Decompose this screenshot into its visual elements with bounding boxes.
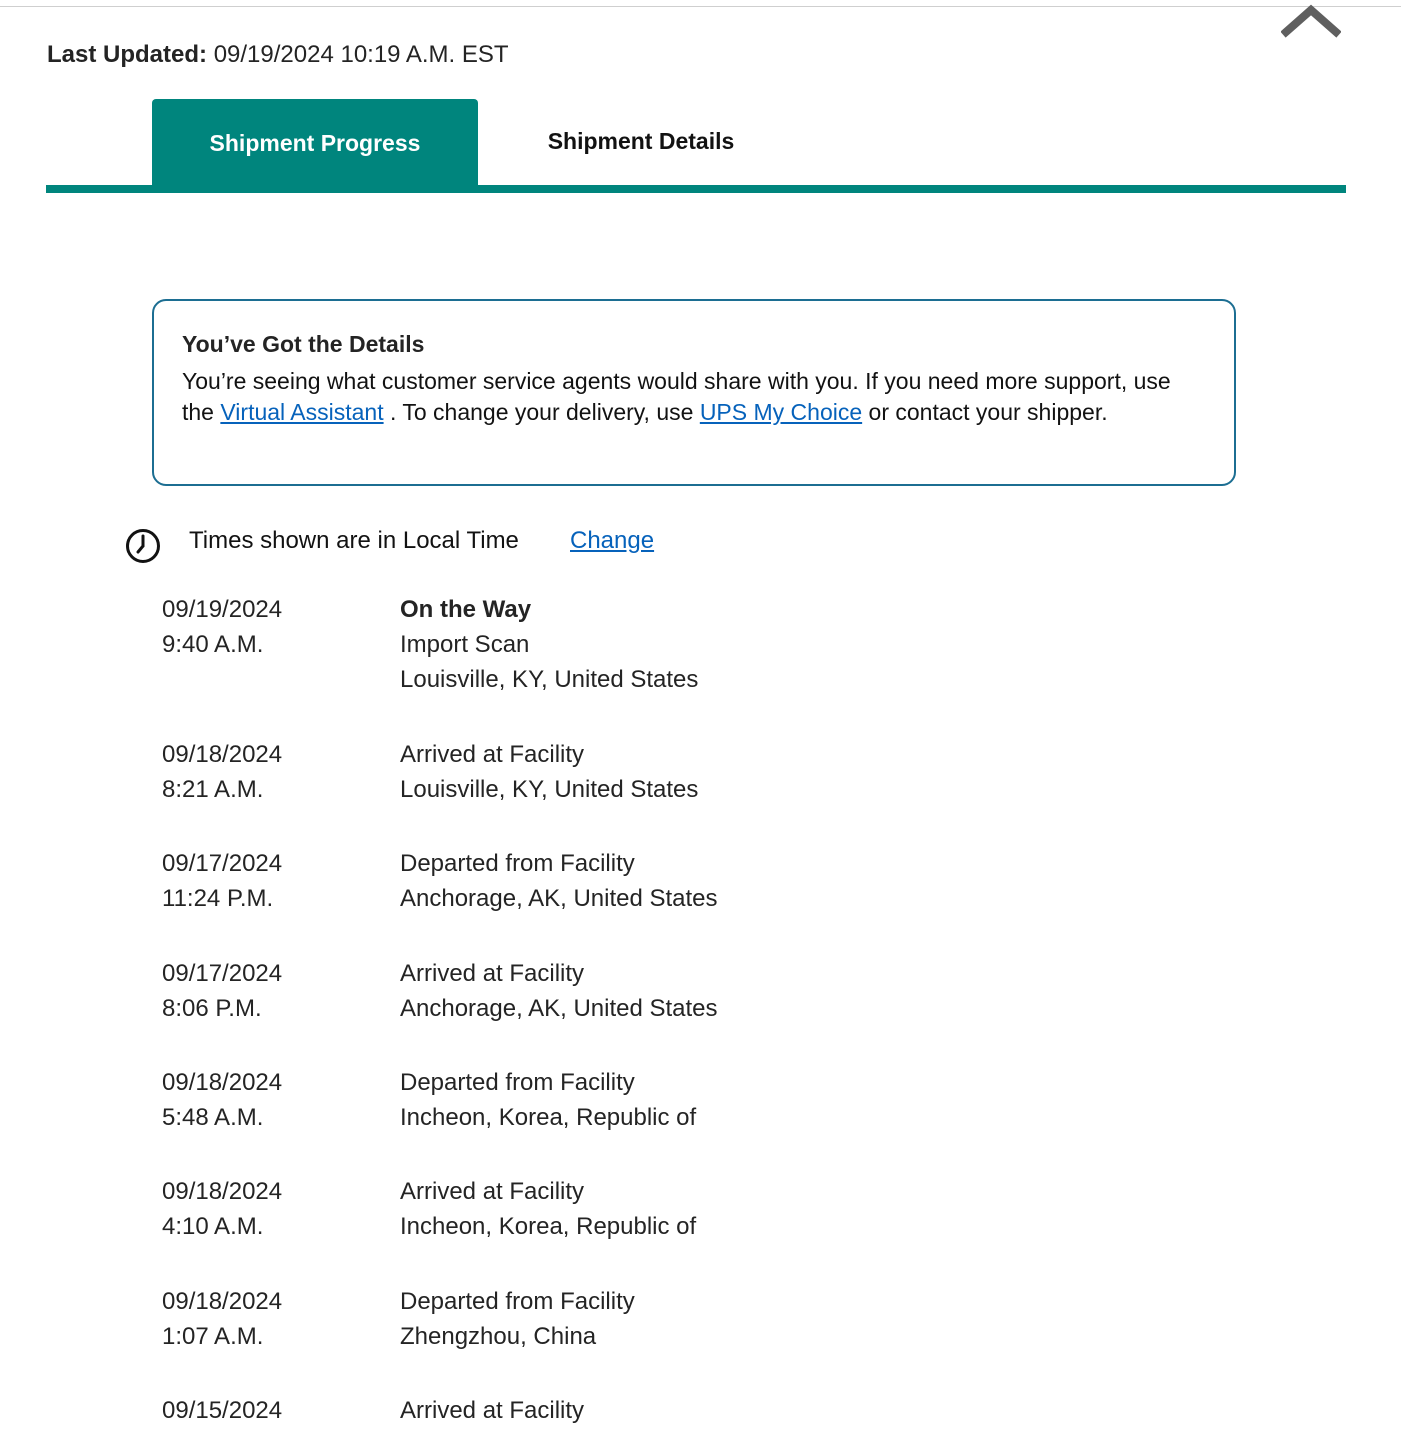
event-row	[162, 1284, 1262, 1393]
notice-text-part: . To change your delivery, use	[383, 399, 700, 425]
event-datetime	[162, 1065, 400, 1174]
event-row	[162, 737, 1262, 846]
event-details	[400, 846, 718, 956]
ups-my-choice-link[interactable]: UPS My Choice	[699, 399, 863, 425]
notice-text-part: You’re seeing what customer service agents would share with you. If you need more support, use the	[182, 368, 1171, 425]
event-time: 11:24 P.M.	[162, 885, 274, 912]
event-time: 8:06 P.M.	[162, 995, 262, 1022]
tab-shipment-progress[interactable]	[152, 99, 478, 187]
virtual-assistant-link[interactable]: Virtual Assistant	[220, 399, 384, 425]
event-date: 09/18/2024	[162, 1069, 283, 1096]
event-status: Arrived at Facility	[400, 1178, 585, 1205]
event-datetime	[162, 1174, 400, 1284]
event-datetime	[162, 737, 400, 846]
event-datetime	[162, 1393, 400, 1433]
last-updated-label: Last Updated:	[47, 41, 208, 68]
event-details	[400, 1393, 584, 1433]
event-location: Louisville, KY, United States	[400, 666, 699, 693]
event-date: 09/18/2024	[162, 1288, 283, 1315]
event-datetime	[162, 846, 400, 956]
chevron-up-icon[interactable]	[1281, 0, 1341, 40]
tab-label: Shipment Progress	[209, 129, 421, 156]
last-updated-value: 09/19/2024 10:19 A.M. EST	[213, 41, 509, 68]
event-time: 9:40 A.M.	[162, 631, 264, 658]
event-details	[400, 956, 718, 1065]
event-details	[400, 1284, 635, 1393]
event-status: Arrived at Facility	[400, 960, 585, 987]
event-details	[400, 1174, 696, 1284]
notice-title: You’ve Got the Details	[182, 331, 425, 357]
event-row	[162, 1065, 1262, 1174]
event-row	[162, 1174, 1262, 1284]
event-headline: On the Way	[400, 596, 532, 623]
event-date: 09/19/2024	[162, 596, 283, 623]
event-date: 09/18/2024	[162, 1178, 283, 1205]
event-row	[162, 1393, 1262, 1433]
top-divider	[0, 6, 1401, 7]
tab-label: Shipment Details	[547, 127, 735, 154]
event-location: Louisville, KY, United States	[400, 776, 699, 803]
notice-text-part: or contact your shipper.	[862, 399, 1108, 425]
event-details	[400, 592, 698, 737]
event-row	[162, 592, 1262, 737]
event-status: Import Scan	[400, 631, 530, 658]
event-date: 09/18/2024	[162, 741, 283, 768]
event-location: Anchorage, AK, United States	[400, 885, 718, 912]
notice-text	[182, 366, 1206, 428]
event-time: 5:48 A.M.	[162, 1104, 264, 1131]
event-date: 09/15/2024	[162, 1397, 283, 1424]
event-status: Departed from Facility	[400, 850, 635, 877]
event-location: Incheon, Korea, Republic of	[400, 1213, 697, 1240]
last-updated	[47, 40, 509, 70]
event-location: Incheon, Korea, Republic of	[400, 1104, 697, 1131]
tab-shipment-details[interactable]	[478, 97, 804, 185]
event-status: Departed from Facility	[400, 1069, 635, 1096]
event-date: 09/17/2024	[162, 850, 283, 877]
event-details	[400, 1065, 696, 1174]
event-time: 1:07 A.M.	[162, 1323, 264, 1350]
event-details	[400, 737, 698, 846]
event-location: Anchorage, AK, United States	[400, 995, 718, 1022]
change-timezone-link[interactable]: Change	[570, 527, 655, 554]
event-status: Departed from Facility	[400, 1288, 635, 1315]
details-notice	[152, 299, 1236, 486]
tabs-underline	[46, 185, 1346, 193]
event-status: Arrived at Facility	[400, 1397, 585, 1424]
event-time: 8:21 A.M.	[162, 776, 264, 803]
event-status: Arrived at Facility	[400, 741, 585, 768]
event-datetime	[162, 956, 400, 1065]
event-location: Zhengzhou, China	[400, 1323, 597, 1350]
event-datetime	[162, 1284, 400, 1393]
event-row	[162, 956, 1262, 1065]
event-row	[162, 846, 1262, 956]
shipment-events	[162, 592, 1262, 1433]
event-time: 4:10 A.M.	[162, 1213, 264, 1240]
event-date: 09/17/2024	[162, 960, 283, 987]
event-datetime	[162, 592, 400, 737]
local-time-label: Times shown are in Local Time	[189, 527, 519, 554]
clock-icon	[125, 528, 161, 564]
